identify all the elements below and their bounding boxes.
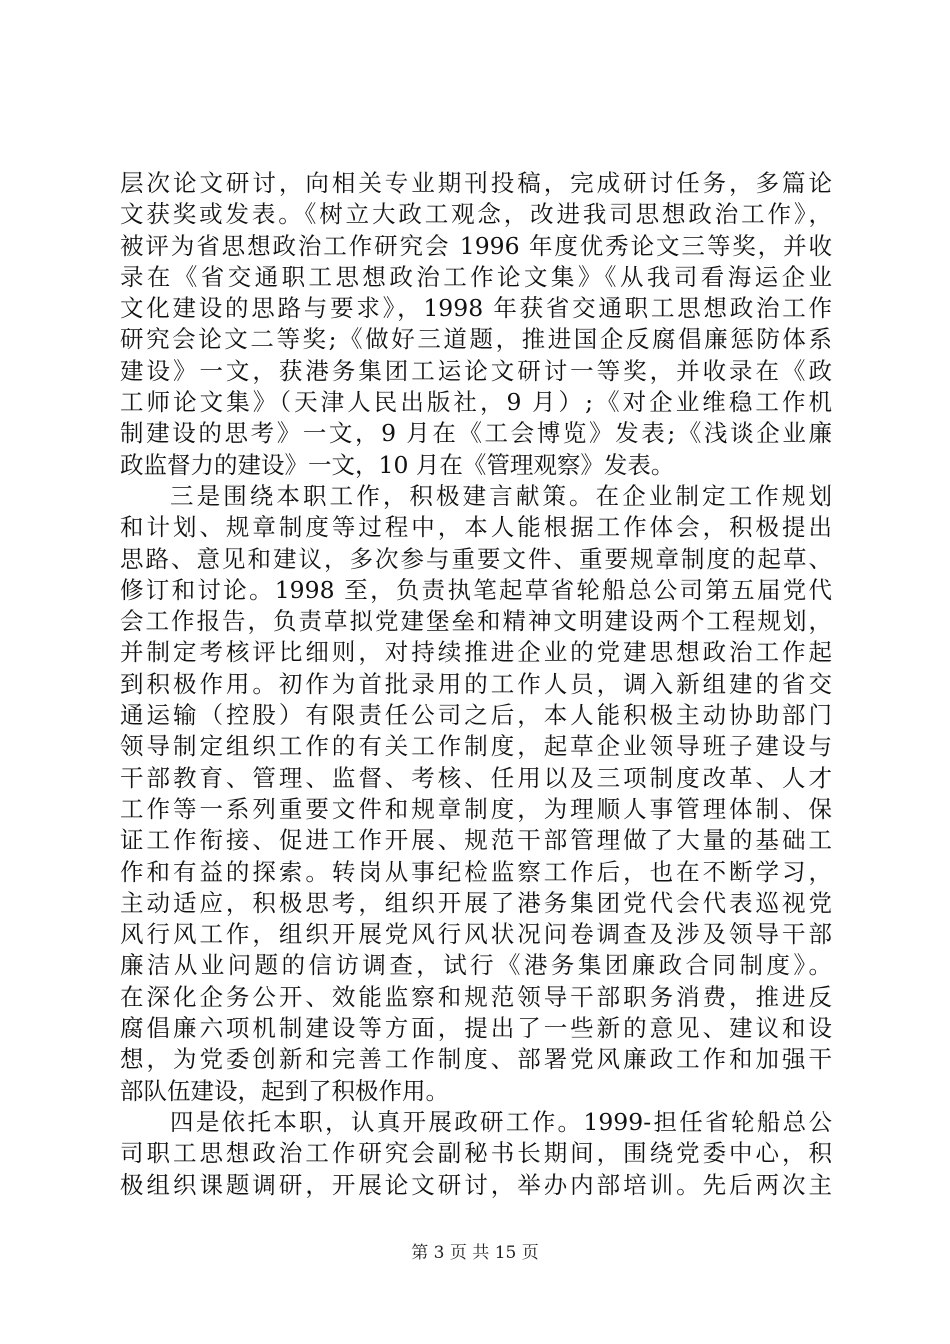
text-line: 作和有益的探索。转岗从事纪检监察工作后，也在不断学习， xyxy=(120,857,832,886)
text-line: 在深化企务公开、效能监察和规范领导干部职务消费，推进反 xyxy=(120,982,832,1011)
text-line: 政监督力的建设》一文，10 月在《管理观察》发表。 xyxy=(120,450,675,479)
text-line: 部队伍建设，起到了积极作用。 xyxy=(120,1076,449,1105)
text-line: 到积极作用。初作为首批录用的工作人员，调入新组建的省交 xyxy=(120,669,832,698)
text-line: 制建设的思考》一文，9 月在《工会博览》发表;《浅谈企业廉 xyxy=(120,419,832,448)
text-line: 研究会论文二等奖;《做好三道题，推进国企反腐倡廉惩防体系 xyxy=(120,325,832,354)
text-line: 会工作报告，负责草拟党建堡垒和精神文明建设两个工程规划， xyxy=(120,607,832,636)
text-line: 文化建设的思路与要求》，1998 年获省交通职工思想政治工作 xyxy=(120,294,832,323)
text-line: 风行风工作，组织开展党风行风状况问卷调查及涉及领导干部 xyxy=(120,920,832,949)
text-line: 极组织课题调研，开展论文研讨，举办内部培训。先后两次主 xyxy=(120,1170,832,1199)
paragraph-start-line: 三是围绕本职工作，积极建言献策。在企业制定工作规划 xyxy=(170,481,832,510)
text-line: 和计划、规章制度等过程中，本人能根据工作体会，积极提出 xyxy=(120,513,832,542)
paragraph-start-line: 四是依托本职，认真开展政研工作。1999-担任省轮船总公 xyxy=(170,1107,832,1136)
text-line: 干部教育、管理、监督、考核、任用以及三项制度改革、人才 xyxy=(120,763,832,792)
text-line: 主动适应，积极思考，组织开展了港务集团党代会代表巡视党 xyxy=(120,888,832,917)
text-line: 建设》一文，获港务集团工运论文研讨一等奖，并收录在《政 xyxy=(120,356,832,385)
text-line: 并制定考核评比细则，对持续推进企业的党建思想政治工作起 xyxy=(120,638,832,667)
text-line: 证工作衔接、促进工作开展、规范干部管理做了大量的基础工 xyxy=(120,826,832,855)
text-line: 层次论文研讨，向相关专业期刊投稿，完成研讨任务，多篇论 xyxy=(120,169,832,197)
text-line: 思路、意见和建议，多次参与重要文件、重要规章制度的起草、 xyxy=(120,544,832,573)
text-line: 廉洁从业问题的信访调查，试行《港务集团廉政合同制度》。 xyxy=(120,951,832,980)
page-number-footer: 第 3 页 共 15 页 xyxy=(411,1243,539,1263)
text-line: 想，为党委创新和完善工作制度、部署党风廉政工作和加强干 xyxy=(120,1045,832,1074)
text-line: 司职工思想政治工作研究会副秘书长期间，围绕党委中心，积 xyxy=(120,1139,832,1168)
text-line: 工作等一系列重要文件和规章制度，为理顺人事管理体制、保 xyxy=(120,794,832,823)
text-line: 工师论文集》（天津人民出版社，9 月）;《对企业维稳工作机 xyxy=(120,388,832,417)
text-line: 腐倡廉六项机制建设等方面，提出了一些新的意见、建议和设 xyxy=(120,1014,832,1043)
text-line: 通运输（控股）有限责任公司之后，本人能积极主动协助部门 xyxy=(120,701,832,730)
text-line: 修订和讨论。1998 至，负责执笔起草省轮船总公司第五届党代 xyxy=(120,575,832,604)
text-line: 文获奖或发表。《树立大政工观念，改进我司思想政治工作》， xyxy=(120,200,832,229)
text-line: 领导制定组织工作的有关工作制度，起草企业领导班子建设与 xyxy=(120,732,832,761)
text-line: 录在《省交通职工思想政治工作论文集》《从我司看海运企业 xyxy=(120,262,832,291)
text-line: 被评为省思想政治工作研究会 1996 年度优秀论文三等奖，并收 xyxy=(120,231,832,260)
document-body xyxy=(120,168,832,1201)
